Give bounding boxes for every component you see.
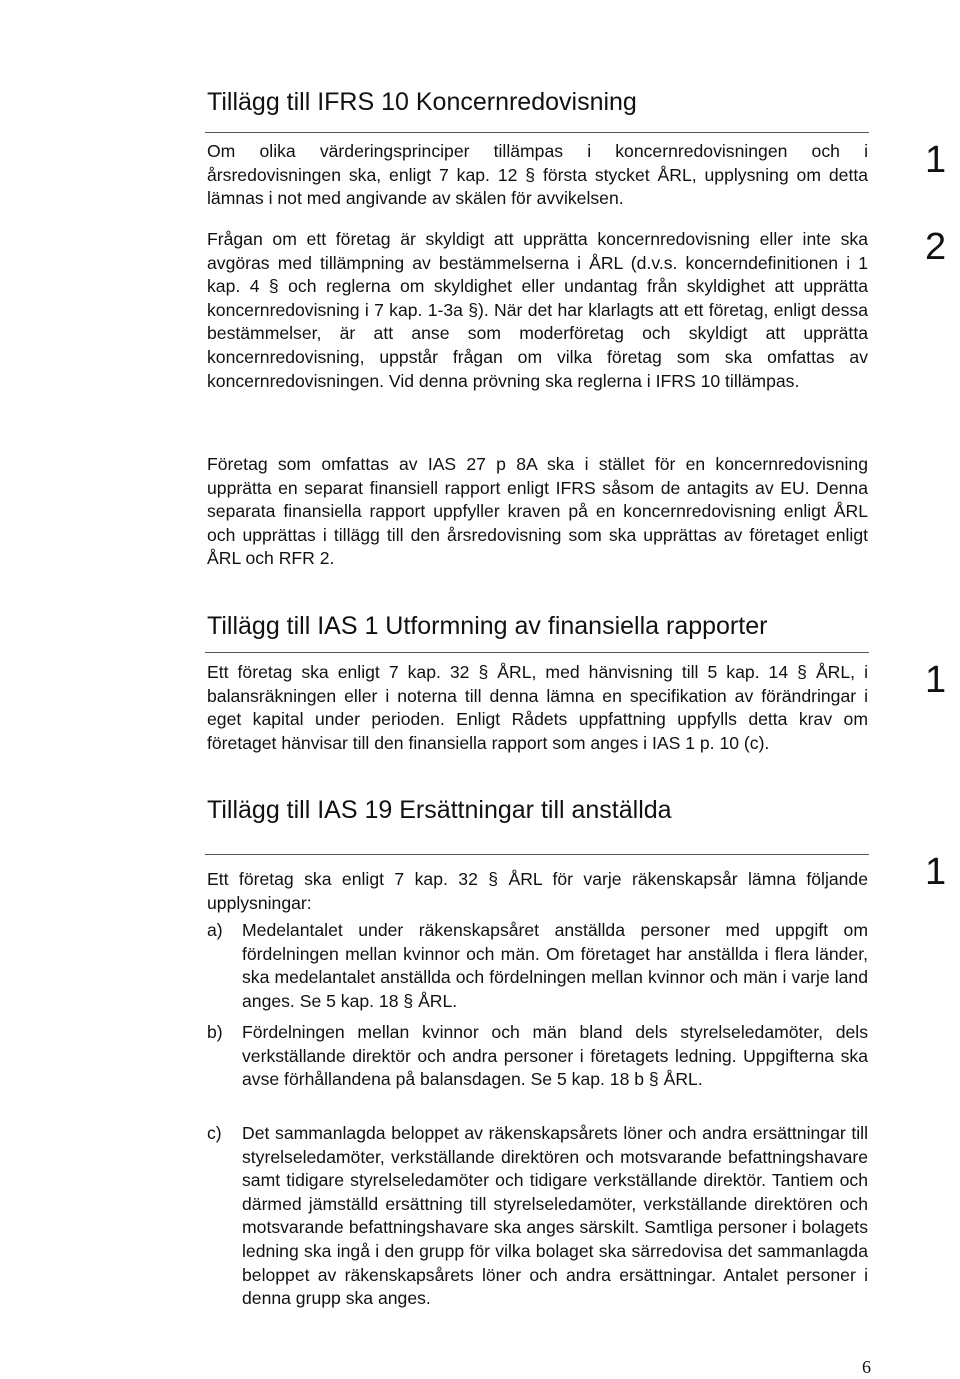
section-title-ias19: Tillägg till IAS 19 Ersättningar till anställda xyxy=(207,796,672,824)
paragraph: Frågan om ett företag är skyldigt att upprätta koncernredovisning eller inte ska avgöras med tillämpning av bestämmelserna i ÅRL (d.v.s. koncerndefinitionen i 1 kap. 4 § och reglerna om skyldighet eller undantag från skyldighet att upprätta koncernredovisning i 7 kap. 1-3a §). När det har klarlagts att ett företag, enligt dessa bestämmelser, är att anse som moderföretag och skyldigt att upprätta koncernredovisning, uppstår frågan om vilka företag som ska omfattas av koncernredovisningen. Vid denna prövning ska reglerna i IFRS 10 tillämpas. xyxy=(207,229,868,391)
list-marker: b) xyxy=(207,1022,223,1042)
paragraph: Ett företag ska enligt 7 kap. 32 § ÅRL, med hänvisning till 5 kap. 14 § ÅRL, i balansräkningen eller i noterna till denna lämna en specifikation av förändringar i eget kapital under perioden. Enligt Rådets uppfattning uppfylls detta krav om företaget hänvisar till den finansiella rapport som anges i IAS 1 p. 10 (c). xyxy=(207,662,868,753)
list-item-b xyxy=(207,1021,868,1092)
paragraph: Företag som omfattas av IAS 27 p 8A ska i stället för en koncernredovisning upprätta en separat finansiell rapport enligt IFRS såsom de antagits av EU. Denna separata finansiella rapport uppfyller kraven på en koncernredovisning enligt ÅRL och upprättas i tillägg till den årsredovisning som ska upprättas av företaget enligt ÅRL och RFR 2. xyxy=(207,454,868,569)
list-item-c xyxy=(207,1122,868,1311)
section-divider xyxy=(205,652,869,653)
margin-number: 1 xyxy=(925,851,947,893)
section-title-ifrs10: Tillägg till IFRS 10 Koncernredovisning xyxy=(207,88,637,116)
section-divider xyxy=(205,854,869,855)
list-item-text: Det sammanlagda beloppet av räkenskapsårets löner och andra ersättningar till styrelseledamöter, verkställande direktören och motsvarande befattningshavare samt tidigare styrelseledamöter och tidigare verkställande direktör. Tantiem och därmed jämställd ersättning till styrelseledamöter, verkställande direktören och motsvarande befattningshavare ska anges särskilt. Samtliga personer i bolagets ledning ska ingå i den grupp för vilka bolaget ska särredovisa det sammanlagda beloppet av räkenskapsårets löner och andra ersättningar. Antalet personer i denna grupp ska anges. xyxy=(242,1123,868,1309)
section-title-ias1: Tillägg till IAS 1 Utformning av finansiella rapporter xyxy=(207,612,768,640)
list-item-text: Medelantalet under räkenskapsåret anställda personer med uppgift om fördelningen mellan kvinnor och män. Om företaget har anställda i flera länder, ska medelantalet anställda och fördelningen mellan kvinnor och män i varje land anges. Se 5 kap. 18 § ÅRL. xyxy=(242,920,868,1011)
paragraph: Om olika värderingsprinciper tillämpas i koncernredovisningen och i årsredovisningen ska, enligt 7 kap. 12 § första stycket ÅRL, upplysning om detta lämnas i not med angivande av skälen för avvikelsen. xyxy=(207,141,868,209)
list-item-a xyxy=(207,919,868,1013)
margin-number: 1 xyxy=(925,659,947,701)
list-item-text: Fördelningen mellan kvinnor och män bland dels styrelseledamöter, dels verkställande direktör och andra personer i företagets ledning. Uppgifterna ska avse förhållandena på balansdagen. Se 5 kap. 18 b § ÅRL. xyxy=(242,1022,868,1090)
list-marker: c) xyxy=(207,1123,222,1143)
margin-number: 1 xyxy=(925,139,947,181)
list-marker: a) xyxy=(207,920,223,940)
page-number: 6 xyxy=(862,1357,871,1377)
margin-number: 2 xyxy=(925,226,947,268)
section-divider xyxy=(205,132,869,133)
intro-paragraph: Ett företag ska enligt 7 kap. 32 § ÅRL för varje räkenskapsår lämna följande upplysningar: xyxy=(207,869,868,913)
